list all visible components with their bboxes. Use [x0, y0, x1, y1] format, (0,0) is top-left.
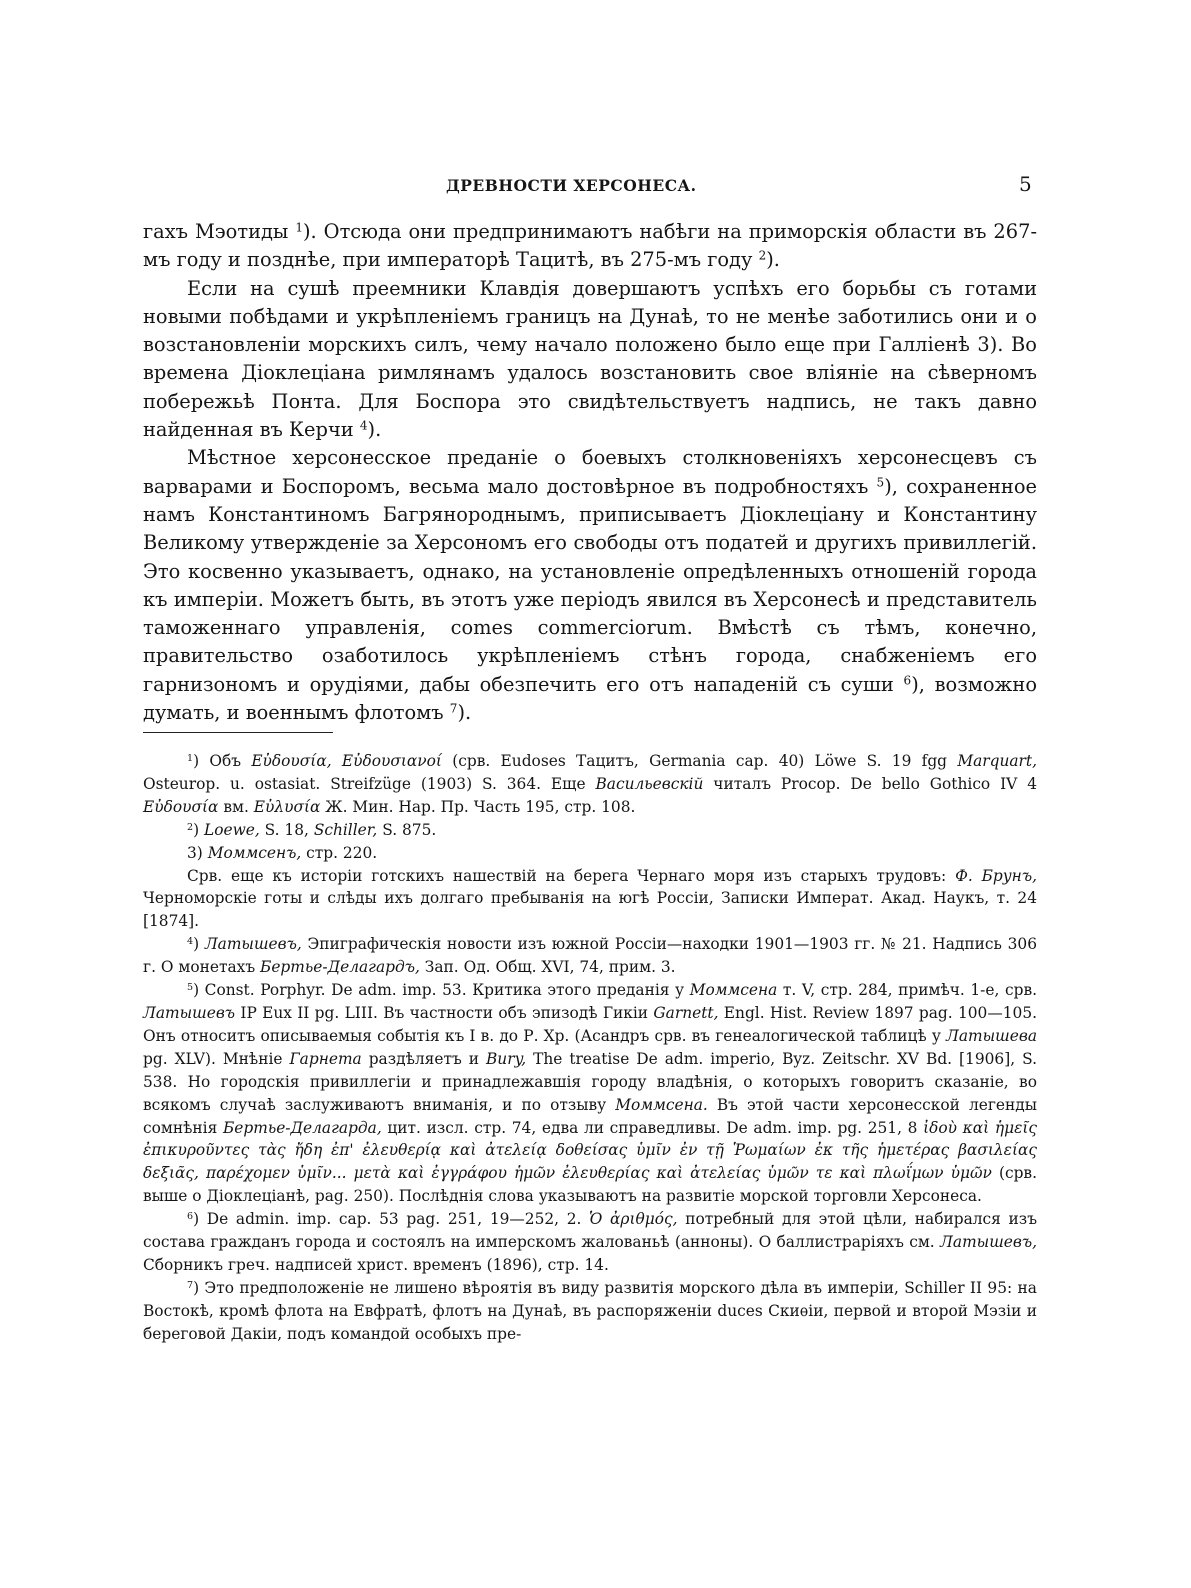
footnote-ref[interactable]: 7: [449, 701, 458, 716]
footnote-divider: [143, 732, 333, 733]
footnote-1: $^1$) Объ Εὐδουσία, Εὐδουσιανοί (срв. Eudoses Тацитъ, Germania cap. 40) Löwe S. 19 fgg Marquart, Osteurop. u. ostasiat. Streifzüge (1903) S. 364. Еще Васильевскій читалъ Procop. De bello Gothico IV 4 Εὐδουσία вм. Εὐλυσία Ж. Мин. Нар. Пр. Часть 195, стр. 108.: [143, 752, 1037, 816]
main-text: [143, 218, 1037, 727]
page-number: 5: [1019, 172, 1032, 196]
footnote-3: 3) Моммсенъ, стр. 220.: [187, 843, 378, 862]
footnote-6: $^6$) De admin. imp. cap. 53 pag. 251, 19—252, 2. Ὁ ἀριθμός, потребный для этой цѣли, набирался изъ состава гражданъ города и состоялъ на имперскомъ жалованьѣ (анноны). О баллистраріяхъ см. Латышевъ, Сборникъ греч. надписей христ. временъ (1896), стр. 14.: [143, 1210, 1037, 1274]
running-title: ДРЕВНОСТИ ХЕРСОНЕСА.: [446, 176, 697, 195]
footnotes: [143, 750, 1037, 1346]
paragraph-3: Мѣстное херсонесское преданіе о боевыхъ столкновеніяхъ херсонесцевъ съ варварами и Боспоромъ, весьма мало достовѣрное въ подробностяхъ $^5$), сохраненное намъ Константиномъ Багрянороднымъ, приписываетъ Діоклеціану и Константину Великому утвержденіе за Херсономъ его свободы отъ податей и другихъ привиллегій. Это косвенно указываетъ, однако, на установленіе опредѣленныхъ отношеній города къ имперіи. Можетъ быть, въ этотъ уже періодъ явился въ Херсонесѣ и представитель таможеннаго управленія, comes commerciorum. Вмѣстѣ съ тѣмъ, конечно, правительство озаботилось укрѣпленіемъ стѣнъ города, снабженіемъ его гарнизономъ и орудіями, дабы обезпечить его отъ нападеній съ суши $^6$), возможно думать, и военнымъ флотомъ $^7$).: [143, 446, 1037, 725]
running-head: [0, 174, 1191, 204]
footnote-3-continued: Срв. еще къ исторіи готскихъ нашествій на берега Чернаго моря изъ старыхъ трудовъ: Ф. Брунъ, Черноморскіе готы и слѣды ихъ долгаго пребыванія на югѣ Россіи, Записки Императ. Акад. Наукъ, т. 24 [1874].: [143, 866, 1037, 931]
paragraph-2: Если на сушѣ преемники Клавдія довершаютъ успѣхъ его борьбы съ готами новыми побѣдами и укрѣпленіемъ границъ на Дунаѣ, то не менѣе заботились они и о возстановленіи морскихъ силъ, чему начало положено было еще при Галліенѣ 3). Во времена Діоклеціана римлянамъ удалось возстановить свое вліяніе на сѣверномъ побережьѣ Понта. Для Боспора это свидѣтельствуетъ надпись, не такъ давно найденная въ Керчи $^4$).: [143, 276, 1037, 442]
footnote-5: $^5$) Const. Porphyr. De adm. imp. 53. Критика этого преданія у Моммсена т. V, стр. 284, примѣч. 1-е, срв. Латышевъ IP Eux II pg. LIII. Въ частности объ эпизодѣ Гикіи Garnett, Engl. Hist. Review 1897 pag. 100—105. Онъ относитъ описываемыя событія къ I в. до Р. Хр. (Асандръ срв. въ генеалогической таблицѣ у Латышева pg. XLV). Мнѣніе Гарнета раздѣляетъ и Bury, The treatise De adm. imperio, Byz. Zeitschr. XV Bd. [1906], S. 538. Но городскія привиллегіи и принадлежавшія городу владѣнія, о которыхъ говоритъ сказаніе, во всякомъ случаѣ заслуживаютъ вниманія, и по отзыву Моммсена. Въ этой части херсонесской легенды сомнѣнія Бертье-Делагарда, цит. изсл. стр. 74, едва ли справедливы. De adm. imp. pg. 251, 8 ἰδοὺ καὶ ἡμεῖς ἐπικυροῦντες τὰς ἤδη ἐπ' ἐλευθερίᾳ καὶ ἀτελείᾳ δοθείσας ὑμῖν ἐν τῇ Ῥωμαίων ἐκ τῆς ἡμετέρας βασιλείας δεξιᾶς, παρέχομεν ὑμῖν... μετὰ καὶ ἐγγράφου ἡμῶν ἐλευθερίας καὶ ἀτελείας ὑμῶν τε καὶ πλωΐμων ὑμῶν (срв. выше о Діоклеціанѣ, pag. 250). Послѣднія слова указываютъ на развитіе морской торговли Херсонеса.: [143, 981, 1038, 1206]
footnote-ref[interactable]: 2: [758, 248, 767, 263]
paragraph-1: гахъ Мэотиды $^1$). Отсюда они предпринимаютъ набѣги на приморскія области въ 267-мъ году и позднѣе, при императорѣ Тацитѣ, въ 275-мъ году $^2$).: [143, 220, 1037, 272]
footnote-4: $^4$) Латышевъ, Эпиграфическія новости изъ южной Россіи—находки 1901—1903 гг. № 21. Надпись 306 г. О монетахъ Бертье-Делагардъ, Зап. Од. Общ. XVI, 74, прим. 3.: [143, 935, 1037, 977]
footnote-ref[interactable]: 6: [903, 673, 912, 688]
footnote-ref[interactable]: 3: [977, 333, 990, 357]
footnote-ref[interactable]: 1: [295, 220, 303, 235]
footnote-ref[interactable]: 4: [359, 418, 368, 433]
footnote-7: $^7$) Это предположеніе не лишено вѣроятія въ виду развитія морского дѣла въ имперіи, Schiller II 95: на Востокѣ, кромѣ флота на Евфратѣ, флотъ на Дунаѣ, въ распоряженіи duces Скиѳіи, первой и второй Мэзіи и береговой Дакіи, подъ командой особыхъ пре-: [143, 1278, 1037, 1343]
footnote-2: $^2$) Loewe, S. 18, Schiller, S. 875.: [187, 820, 437, 839]
footnote-ref[interactable]: 5: [876, 475, 885, 490]
